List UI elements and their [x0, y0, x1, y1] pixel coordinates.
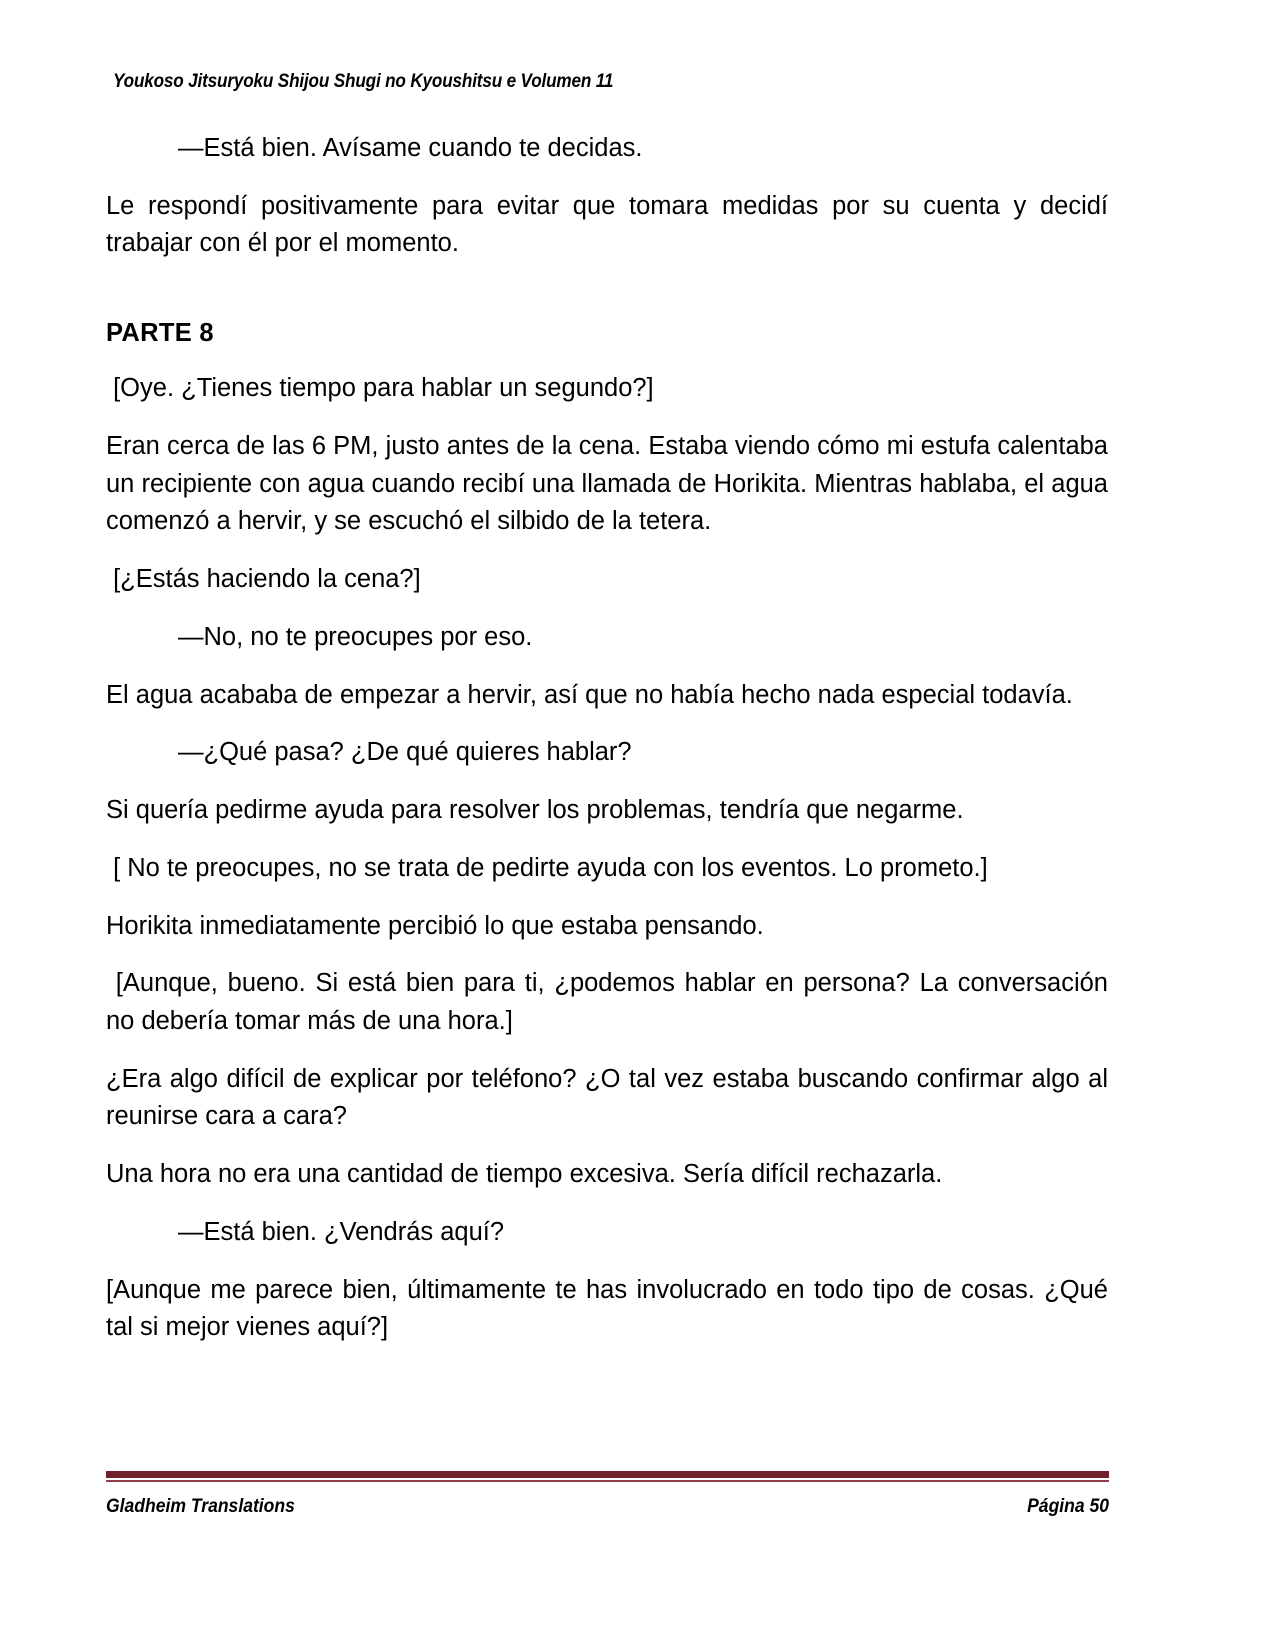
body-paragraph: Si quería pedirme ayuda para resolver los problemas, tendría que negarme.: [106, 796, 964, 825]
body-paragraph: Eran cerca de las 6 PM, justo antes de la cena. Estaba viendo cómo mi estufa calentaba un recipiente con agua cuando recibí una llamada de Horikita. Mientras hablaba, el agua comenzó a hervir, y se escuchó el silbido de la tetera.: [106, 431, 1116, 536]
dialogue-line: —Está bien. Avísame cuando te decidas.: [178, 134, 643, 162]
page-footer: [106, 1471, 1109, 1518]
footer-rule-thick: [106, 1471, 1109, 1478]
body-paragraph: Le respondí positivamente para evitar que tomara medidas por su cuenta y decidí trabajar con él por el momento.: [106, 191, 1116, 258]
section-spacer: [106, 283, 1108, 319]
bracket-dialogue: [ No te preocupes, no se trata de pedirte ayuda con los eventos. Lo prometo.]: [106, 853, 988, 882]
bracket-dialogue: [¿Estás haciendo la cena?]: [106, 565, 421, 594]
body-paragraph: ¿Era algo difícil de explicar por teléfono? ¿O tal vez estaba buscando confirmar algo al reunirse cara a cara?: [106, 1064, 1116, 1131]
running-header-title: Youkoso Jitsuryoku Shijou Shugi no Kyoushitsu e Volumen 11: [113, 70, 614, 92]
body-paragraph: Horikita inmediatamente percibió lo que estaba pensando.: [106, 911, 764, 940]
dialogue-line: —No, no te preocupes por eso.: [178, 622, 533, 651]
footer-rule-thin: [106, 1480, 1109, 1482]
dialogue-line: —Está bien. ¿Vendrás aquí?: [178, 1217, 505, 1246]
bracket-dialogue: [Aunque, bueno. Si está bien para ti, ¿podemos hablar en persona? La conversación no debería tomar más de una hora.]: [106, 969, 1116, 1036]
page-body: [106, 130, 1116, 1367]
bracket-dialogue: [Aunque me parece bien, últimamente te has involucrado en todo tipo de cosas. ¿Qué tal si mejor vienes aquí?]: [106, 1275, 1116, 1342]
body-paragraph: El agua acababa de empezar a hervir, así que no había hecho nada especial todavía.: [106, 680, 1073, 709]
body-paragraph: Una hora no era una cantidad de tiempo excesiva. Sería difícil rechazarla.: [106, 1160, 943, 1189]
footer-row: [106, 1495, 1109, 1518]
footer-translator-credit: Gladheim Translations: [106, 1495, 295, 1517]
footer-page-number: Página 50: [1027, 1495, 1109, 1517]
dialogue-line: —¿Qué pasa? ¿De qué quieres hablar?: [178, 738, 632, 767]
part-heading: PARTE 8: [106, 319, 214, 348]
bracket-dialogue: [Oye. ¿Tienes tiempo para hablar un segundo?]: [106, 374, 654, 403]
